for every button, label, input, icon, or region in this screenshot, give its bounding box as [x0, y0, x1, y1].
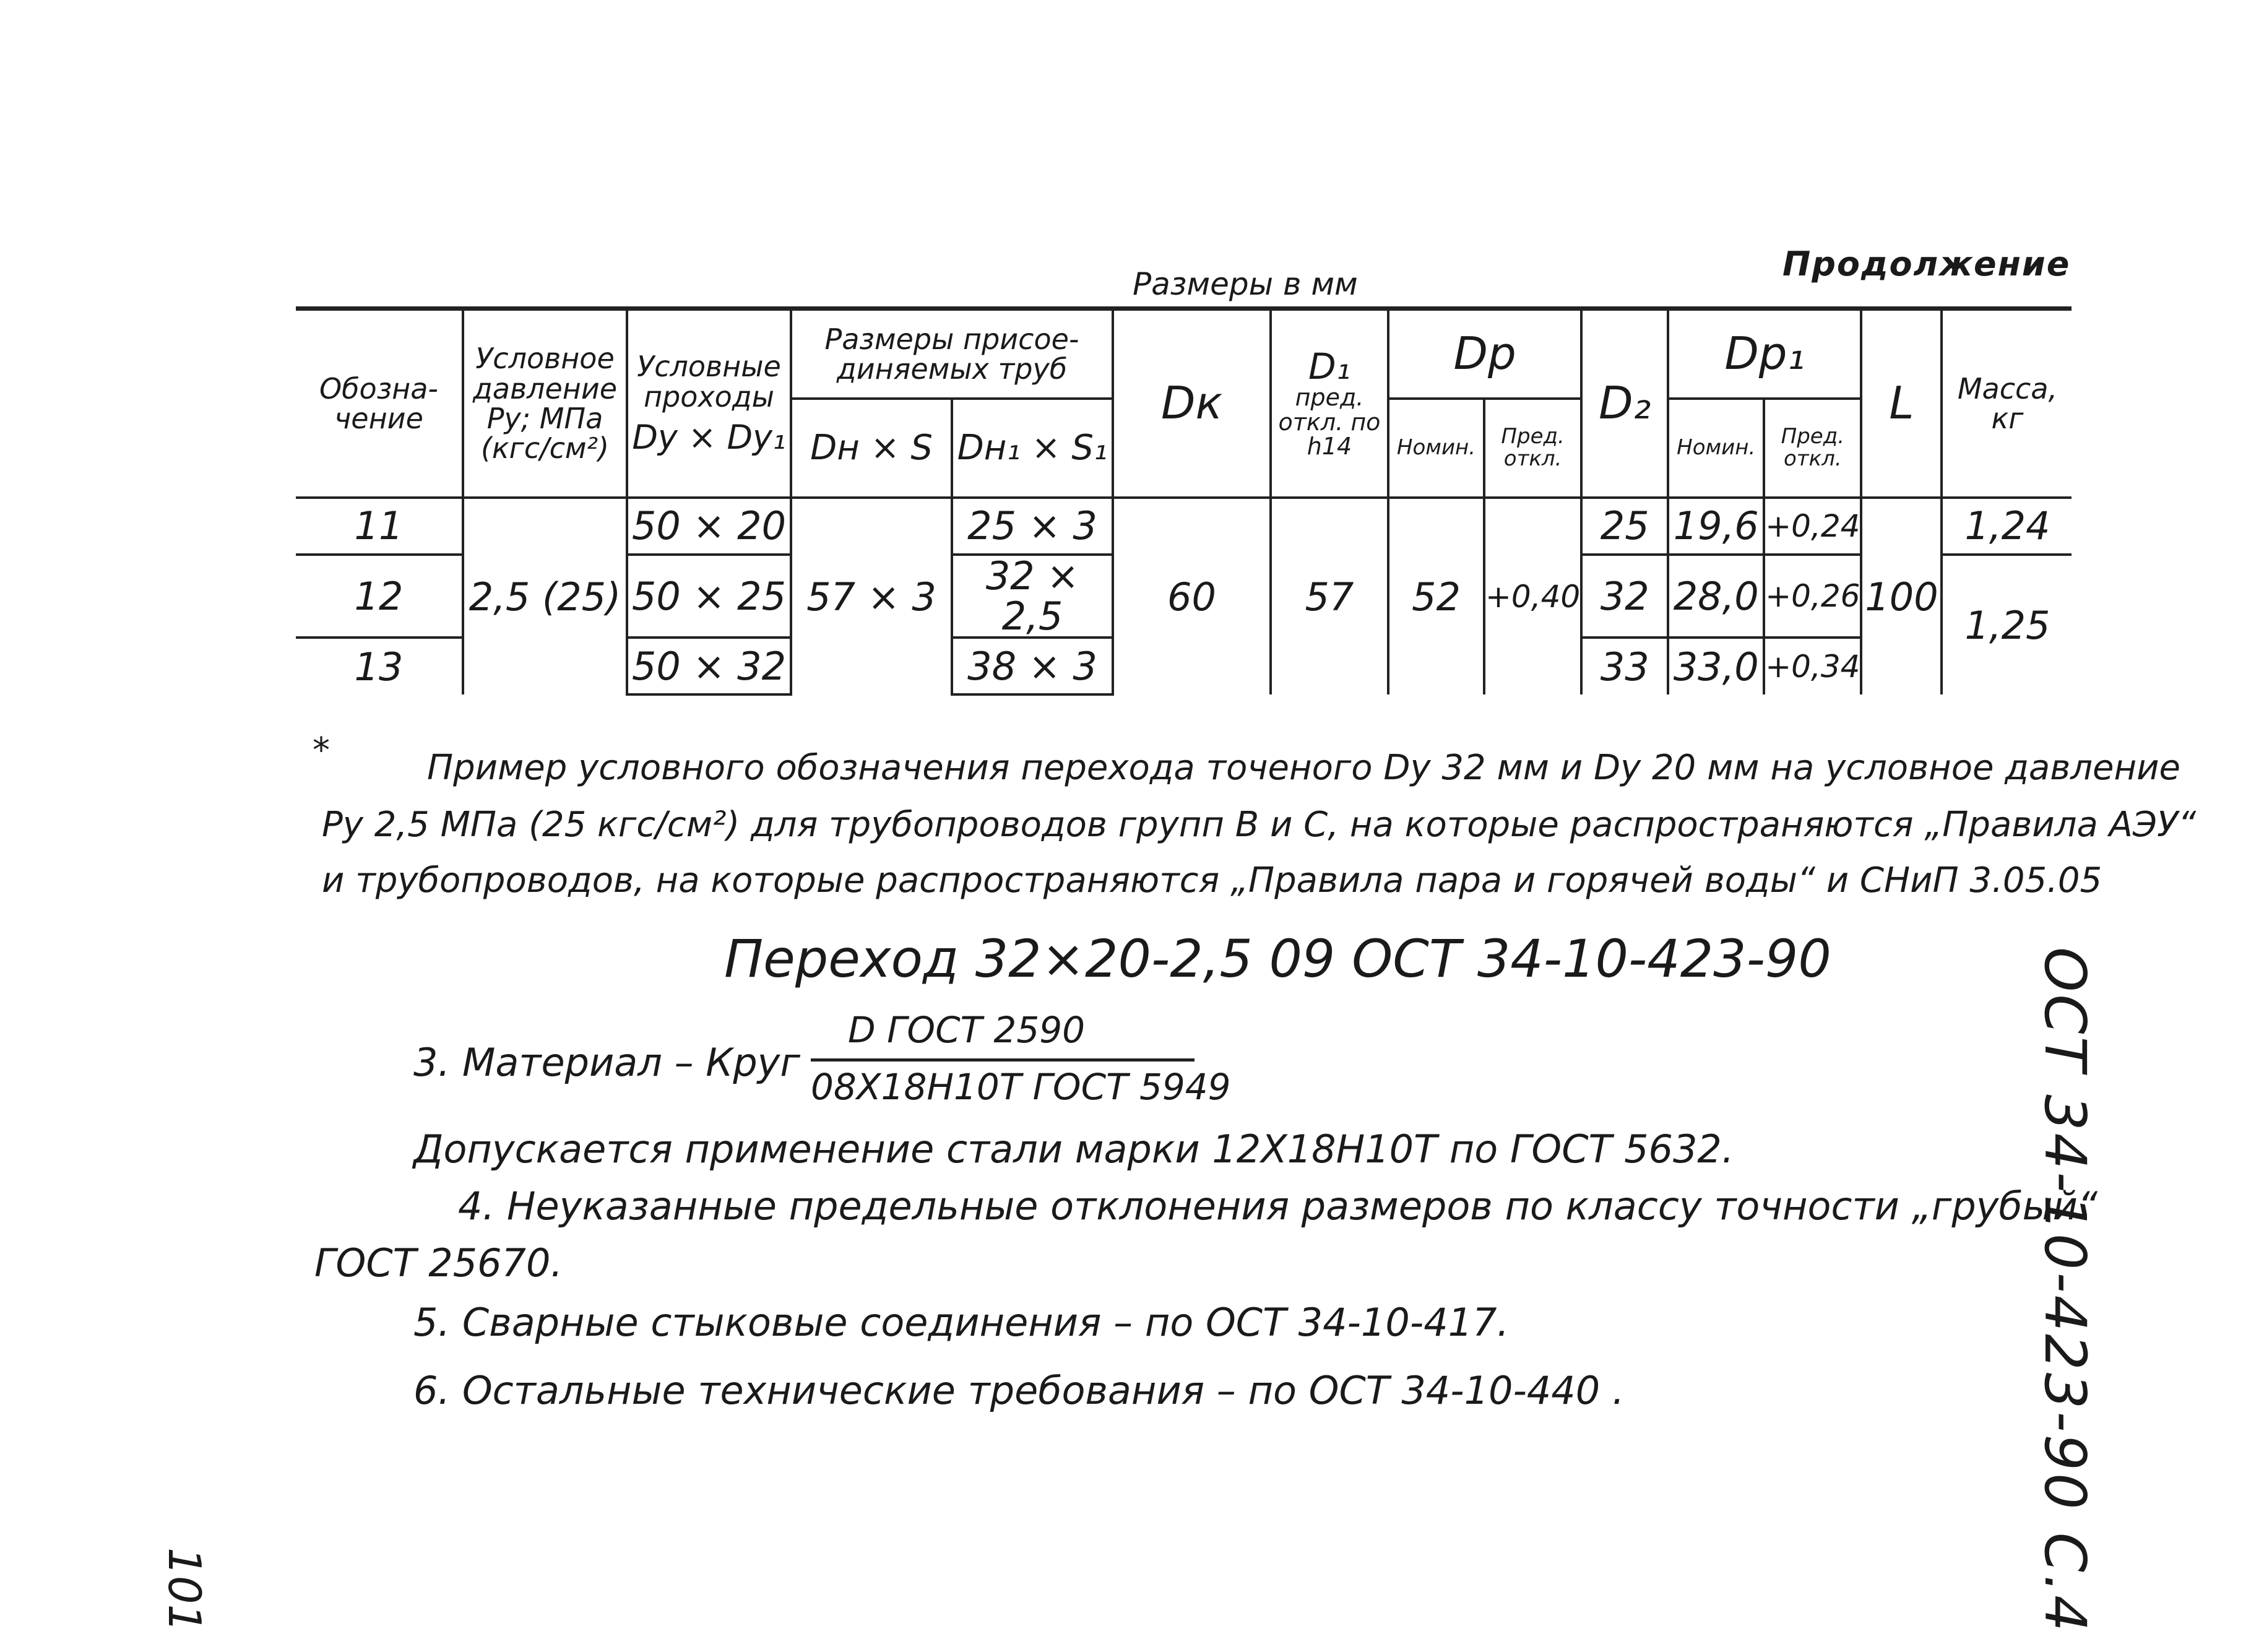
col-d1-sub: пред. откл. по h14: [1278, 383, 1381, 461]
col-d2: D₂: [1581, 309, 1668, 498]
col-pipes: Размеры присое-диняемых труб: [791, 309, 1113, 399]
material-denominator: 08Х18Н10Т ГОСТ 5949: [811, 1066, 1231, 1108]
cell-dp1-dev: +0,34: [1764, 638, 1861, 694]
col-dk: Dк: [1113, 309, 1271, 498]
example-line-2: Ру 2,5 МПа (25 кгс/см²) для трубопроводов групп В и С, на которые распространяются „Правила АЭУ“: [322, 805, 2197, 845]
col-pipes-a: Dн × S: [791, 399, 952, 498]
cell-dp1-dev: +0,26: [1764, 555, 1861, 638]
cell-passage: 50 × 20: [627, 498, 791, 555]
cell-dk: 60: [1113, 498, 1271, 694]
cell-l: 100: [1861, 498, 1942, 694]
material-numerator: D ГОСТ 2590: [848, 1009, 1086, 1051]
cell-d2: 33: [1581, 638, 1668, 694]
col-d1: [1271, 309, 1388, 498]
cell-dp-nom: 52: [1388, 498, 1484, 694]
cell-mass: 1,25: [1942, 555, 2072, 694]
note-5: 5. Сварные стыковые соединения – по ОСТ 34-10-417.: [413, 1300, 1510, 1345]
units-caption: Размеры в мм: [1133, 266, 1358, 302]
col-passages: [627, 309, 791, 498]
note-6: 6. Остальные технические требования – по ОСТ 34-10-440 .: [413, 1368, 1625, 1413]
col-passages-label: Условные проходы: [637, 350, 781, 413]
col-pressure: Условное давление Ру; МПа (кгс/см²): [463, 309, 627, 498]
col-pipes-b: Dн₁ × S₁: [952, 399, 1113, 498]
designation-example: Переход 32×20-2,5 09 ОСТ 34-10-423-90: [724, 928, 1831, 989]
table-row: [296, 498, 2072, 555]
cell-pipe-a: 57 × 3: [791, 498, 952, 694]
cell-dp1-dev: +0,24: [1764, 498, 1861, 555]
col-dp-dev: Пред. откл.: [1484, 399, 1581, 498]
col-passages-sub: Dy × Dy₁: [632, 417, 786, 457]
cell-pressure: 2,5 (25): [463, 498, 627, 694]
col-mass: Масса, кг: [1942, 309, 2072, 498]
page-number: 101: [158, 1547, 210, 1633]
fraction-line: [811, 1058, 1195, 1062]
cell-dp1-nom: 28,0: [1668, 555, 1764, 638]
col-d1-label: D₁: [1308, 345, 1350, 387]
footnote-star: *: [313, 730, 330, 771]
col-dp: Dр: [1388, 309, 1581, 399]
continuation-label: Продолжение: [1782, 244, 2071, 283]
cell-mass: 1,24: [1942, 498, 2072, 555]
cell-d2: 32: [1581, 555, 1668, 638]
table-header-row-1: [296, 309, 2072, 399]
col-l: L: [1861, 309, 1942, 498]
col-dp1-nom: Номин.: [1668, 399, 1764, 498]
note-4-cont: ГОСТ 25670.: [314, 1240, 563, 1286]
cell-passage: 50 × 32: [627, 638, 791, 694]
cell-id: 12: [296, 555, 463, 638]
col-dp-nom: Номин.: [1388, 399, 1484, 498]
example-line-1: Пример условного обозначения перехода точеного Dy 32 мм и Dy 20 мм на условное давление: [427, 748, 2180, 788]
material-label: 3. Материал – Круг: [413, 1040, 800, 1085]
cell-pipe-b: 38 × 3: [952, 638, 1113, 694]
cell-d2: 25: [1581, 498, 1668, 555]
col-dp1: Dр₁: [1668, 309, 1861, 399]
example-line-3: и трубопроводов, на которые распространяются „Правила пара и горячей воды“ и СНиП 3.05.05: [322, 860, 2102, 901]
dimensions-table: [296, 306, 2072, 696]
cell-id: 13: [296, 638, 463, 694]
cell-d1: 57: [1271, 498, 1388, 694]
cell-pipe-b: 32 × 2,5: [952, 555, 1113, 638]
col-dp1-dev: Пред. откл.: [1764, 399, 1861, 498]
col-designation: Обозна-чение: [296, 309, 463, 498]
cell-dp1-nom: 33,0: [1668, 638, 1764, 694]
cell-pipe-b: 25 × 3: [952, 498, 1113, 555]
cell-dp1-nom: 19,6: [1668, 498, 1764, 555]
side-document-code: ОСТ 34-10-423-90 С.4: [2032, 947, 2098, 1634]
note-4: 4. Неуказанные предельные отклонения размеров по классу точности „грубый“: [458, 1183, 2098, 1229]
cell-passage: 50 × 25: [627, 555, 791, 638]
cell-id: 11: [296, 498, 463, 555]
cell-dp-dev: +0,40: [1484, 498, 1581, 694]
note-steel: Допускается применение стали марки 12Х18Н10Т по ГОСТ 5632.: [413, 1127, 1734, 1172]
